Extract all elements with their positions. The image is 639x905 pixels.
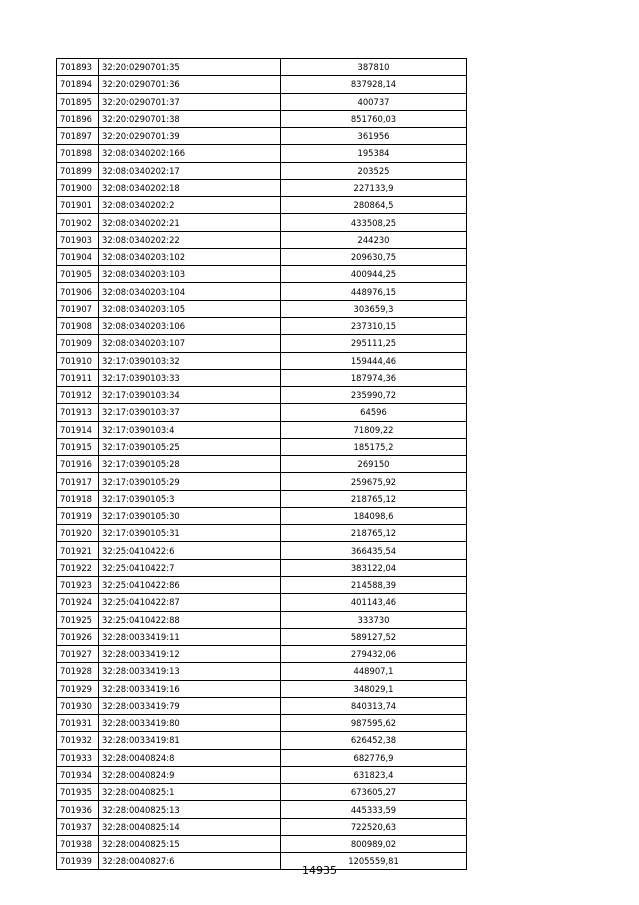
cadastral-number-cell: 32:17:0390105:25: [99, 438, 281, 455]
table-row: [57, 680, 467, 697]
cadastral-number-cell: 32:08:0340202:18: [99, 179, 281, 196]
value-cell: 361956: [281, 128, 467, 145]
cadastral-number-cell: 32:08:0340202:22: [99, 231, 281, 248]
value-cell: 400944,25: [281, 266, 467, 283]
row-number-cell: 701915: [57, 438, 99, 455]
row-number-cell: 701928: [57, 663, 99, 680]
row-number-cell: 701933: [57, 749, 99, 766]
value-cell: 218765,12: [281, 525, 467, 542]
value-cell: 589127,52: [281, 628, 467, 645]
row-number-cell: 701917: [57, 473, 99, 490]
cadastral-number-cell: 32:17:0390105:31: [99, 525, 281, 542]
row-number-cell: 701937: [57, 818, 99, 835]
value-cell: 280864,5: [281, 197, 467, 214]
table-row: [57, 266, 467, 283]
row-number-cell: 701936: [57, 801, 99, 818]
table-row: [57, 197, 467, 214]
cadastral-number-cell: 32:25:0410422:88: [99, 611, 281, 628]
value-cell: 400737: [281, 93, 467, 110]
value-cell: 187974,36: [281, 369, 467, 386]
value-cell: 259675,92: [281, 473, 467, 490]
row-number-cell: 701902: [57, 214, 99, 231]
value-cell: 445333,59: [281, 801, 467, 818]
table-row: [57, 663, 467, 680]
cadastral-number-cell: 32:08:0340202:21: [99, 214, 281, 231]
value-cell: 448976,15: [281, 283, 467, 300]
value-cell: 209630,75: [281, 248, 467, 265]
value-cell: 279432,06: [281, 646, 467, 663]
row-number-cell: 701913: [57, 404, 99, 421]
row-number-cell: 701935: [57, 784, 99, 801]
row-number-cell: 701896: [57, 110, 99, 127]
table-row: [57, 335, 467, 352]
table-row: [57, 93, 467, 110]
table-row: [57, 456, 467, 473]
cadastral-number-cell: 32:28:0033419:81: [99, 732, 281, 749]
cadastral-number-cell: 32:17:0390105:29: [99, 473, 281, 490]
cadastral-number-cell: 32:17:0390103:37: [99, 404, 281, 421]
row-number-cell: 701893: [57, 59, 99, 76]
value-cell: 631823,4: [281, 766, 467, 783]
cadastral-number-cell: 32:28:0040825:1: [99, 784, 281, 801]
cadastral-number-cell: 32:08:0340203:105: [99, 300, 281, 317]
cadastral-number-cell: 32:28:0040827:6: [99, 853, 281, 870]
table-row: [57, 248, 467, 265]
table-row: [57, 559, 467, 576]
value-cell: 184098,6: [281, 507, 467, 524]
cadastral-number-cell: 32:17:0390105:3: [99, 490, 281, 507]
cadastral-number-cell: 32:17:0390105:28: [99, 456, 281, 473]
cadastral-number-cell: 32:28:0040825:15: [99, 835, 281, 852]
value-cell: 227133,9: [281, 179, 467, 196]
value-cell: 295111,25: [281, 335, 467, 352]
cadastral-number-cell: 32:08:0340203:103: [99, 266, 281, 283]
cadastral-number-cell: 32:25:0410422:87: [99, 594, 281, 611]
row-number-cell: 701916: [57, 456, 99, 473]
table-row: [57, 179, 467, 196]
row-number-cell: 701914: [57, 421, 99, 438]
value-cell: 237310,15: [281, 317, 467, 334]
table-row: [57, 214, 467, 231]
value-cell: 159444,46: [281, 352, 467, 369]
cadastral-number-cell: 32:28:0040824:8: [99, 749, 281, 766]
value-cell: 1205559,81: [281, 853, 467, 870]
value-cell: 722520,63: [281, 818, 467, 835]
row-number-cell: 701931: [57, 715, 99, 732]
cadastral-number-cell: 32:28:0033419:80: [99, 715, 281, 732]
table-row: [57, 387, 467, 404]
row-number-cell: 701906: [57, 283, 99, 300]
value-cell: 203525: [281, 162, 467, 179]
cadastral-number-cell: 32:08:0340202:2: [99, 197, 281, 214]
table-row: [57, 231, 467, 248]
value-cell: 626452,38: [281, 732, 467, 749]
row-number-cell: 701904: [57, 248, 99, 265]
cadastral-number-cell: 32:20:0290701:39: [99, 128, 281, 145]
row-number-cell: 701930: [57, 697, 99, 714]
table-row: [57, 162, 467, 179]
table-row: [57, 110, 467, 127]
table-row: [57, 732, 467, 749]
row-number-cell: 701921: [57, 542, 99, 559]
cadastral-number-cell: 32:25:0410422:6: [99, 542, 281, 559]
table-row: [57, 818, 467, 835]
table-row: [57, 697, 467, 714]
row-number-cell: 701911: [57, 369, 99, 386]
cadastral-number-cell: 32:08:0340202:166: [99, 145, 281, 162]
table-row: [57, 507, 467, 524]
table-row: [57, 59, 467, 76]
table-row: [57, 576, 467, 593]
cadastral-number-cell: 32:28:0033419:13: [99, 663, 281, 680]
row-number-cell: 701919: [57, 507, 99, 524]
cadastral-number-cell: 32:28:0033419:16: [99, 680, 281, 697]
cadastral-number-cell: 32:17:0390105:30: [99, 507, 281, 524]
row-number-cell: 701894: [57, 76, 99, 93]
row-number-cell: 701924: [57, 594, 99, 611]
cadastral-number-cell: 32:17:0390103:4: [99, 421, 281, 438]
cadastral-number-cell: 32:08:0340202:17: [99, 162, 281, 179]
table-row: [57, 352, 467, 369]
value-cell: 840313,74: [281, 697, 467, 714]
table-row: [57, 784, 467, 801]
row-number-cell: 701901: [57, 197, 99, 214]
value-cell: 987595,62: [281, 715, 467, 732]
value-cell: 235990,72: [281, 387, 467, 404]
row-number-cell: 701910: [57, 352, 99, 369]
cadastral-number-cell: 32:08:0340203:106: [99, 317, 281, 334]
row-number-cell: 701920: [57, 525, 99, 542]
row-number-cell: 701903: [57, 231, 99, 248]
table-row: [57, 715, 467, 732]
row-number-cell: 701900: [57, 179, 99, 196]
row-number-cell: 701918: [57, 490, 99, 507]
row-number-cell: 701897: [57, 128, 99, 145]
cadastral-number-cell: 32:08:0340203:104: [99, 283, 281, 300]
table-row: [57, 594, 467, 611]
table-row: [57, 542, 467, 559]
table-row: [57, 369, 467, 386]
table-row: [57, 300, 467, 317]
value-cell: 366435,54: [281, 542, 467, 559]
row-number-cell: 701927: [57, 646, 99, 663]
table-row: [57, 473, 467, 490]
data-table: [56, 58, 467, 870]
value-cell: 64596: [281, 404, 467, 421]
table-row: [57, 317, 467, 334]
cadastral-number-cell: 32:28:0040824:9: [99, 766, 281, 783]
row-number-cell: 701908: [57, 317, 99, 334]
table-row: [57, 438, 467, 455]
table-row: [57, 404, 467, 421]
value-cell: 673605,27: [281, 784, 467, 801]
row-number-cell: 701899: [57, 162, 99, 179]
value-cell: 185175,2: [281, 438, 467, 455]
value-cell: 195384: [281, 145, 467, 162]
table-row: [57, 145, 467, 162]
row-number-cell: 701932: [57, 732, 99, 749]
cadastral-number-cell: 32:17:0390103:32: [99, 352, 281, 369]
row-number-cell: 701929: [57, 680, 99, 697]
row-number-cell: 701909: [57, 335, 99, 352]
value-cell: 682776,9: [281, 749, 467, 766]
row-number-cell: 701939: [57, 853, 99, 870]
value-cell: 244230: [281, 231, 467, 248]
table-row: [57, 421, 467, 438]
table-row: [57, 646, 467, 663]
page-number: 14935: [302, 864, 337, 877]
row-number-cell: 701898: [57, 145, 99, 162]
row-number-cell: 701925: [57, 611, 99, 628]
cadastral-number-cell: 32:25:0410422:7: [99, 559, 281, 576]
cadastral-number-cell: 32:20:0290701:38: [99, 110, 281, 127]
value-cell: 333730: [281, 611, 467, 628]
value-cell: 387810: [281, 59, 467, 76]
table-row: [57, 525, 467, 542]
cadastral-number-cell: 32:17:0390103:34: [99, 387, 281, 404]
cadastral-number-cell: 32:25:0410422:86: [99, 576, 281, 593]
value-cell: 401143,46: [281, 594, 467, 611]
row-number-cell: 701895: [57, 93, 99, 110]
table-row: [57, 611, 467, 628]
table-row: [57, 801, 467, 818]
row-number-cell: 701926: [57, 628, 99, 645]
row-number-cell: 701934: [57, 766, 99, 783]
table-row: [57, 749, 467, 766]
row-number-cell: 701905: [57, 266, 99, 283]
table-row: [57, 76, 467, 93]
table-row: [57, 628, 467, 645]
value-cell: 448907,1: [281, 663, 467, 680]
cadastral-number-cell: 32:28:0033419:11: [99, 628, 281, 645]
table-row: [57, 490, 467, 507]
value-cell: 303659,3: [281, 300, 467, 317]
value-cell: 214588,39: [281, 576, 467, 593]
cadastral-number-cell: 32:20:0290701:35: [99, 59, 281, 76]
table-row: [57, 835, 467, 852]
row-number-cell: 701923: [57, 576, 99, 593]
cadastral-number-cell: 32:28:0033419:79: [99, 697, 281, 714]
value-cell: 433508,25: [281, 214, 467, 231]
cadastral-number-cell: 32:17:0390103:33: [99, 369, 281, 386]
value-cell: 383122,04: [281, 559, 467, 576]
value-cell: 851760,03: [281, 110, 467, 127]
cadastral-number-cell: 32:28:0033419:12: [99, 646, 281, 663]
table-row: [57, 283, 467, 300]
row-number-cell: 701938: [57, 835, 99, 852]
row-number-cell: 701907: [57, 300, 99, 317]
value-cell: 71809,22: [281, 421, 467, 438]
value-cell: 218765,12: [281, 490, 467, 507]
value-cell: 837928,14: [281, 76, 467, 93]
table-body: [57, 59, 467, 870]
cadastral-number-cell: 32:28:0040825:13: [99, 801, 281, 818]
table-row: [57, 766, 467, 783]
cadastral-number-cell: 32:20:0290701:36: [99, 76, 281, 93]
value-cell: 269150: [281, 456, 467, 473]
value-cell: 348029,1: [281, 680, 467, 697]
cadastral-number-cell: 32:20:0290701:37: [99, 93, 281, 110]
cadastral-number-cell: 32:08:0340203:102: [99, 248, 281, 265]
cadastral-number-cell: 32:28:0040825:14: [99, 818, 281, 835]
value-cell: 800989,02: [281, 835, 467, 852]
table-row: [57, 128, 467, 145]
cadastral-number-cell: 32:08:0340203:107: [99, 335, 281, 352]
row-number-cell: 701922: [57, 559, 99, 576]
row-number-cell: 701912: [57, 387, 99, 404]
